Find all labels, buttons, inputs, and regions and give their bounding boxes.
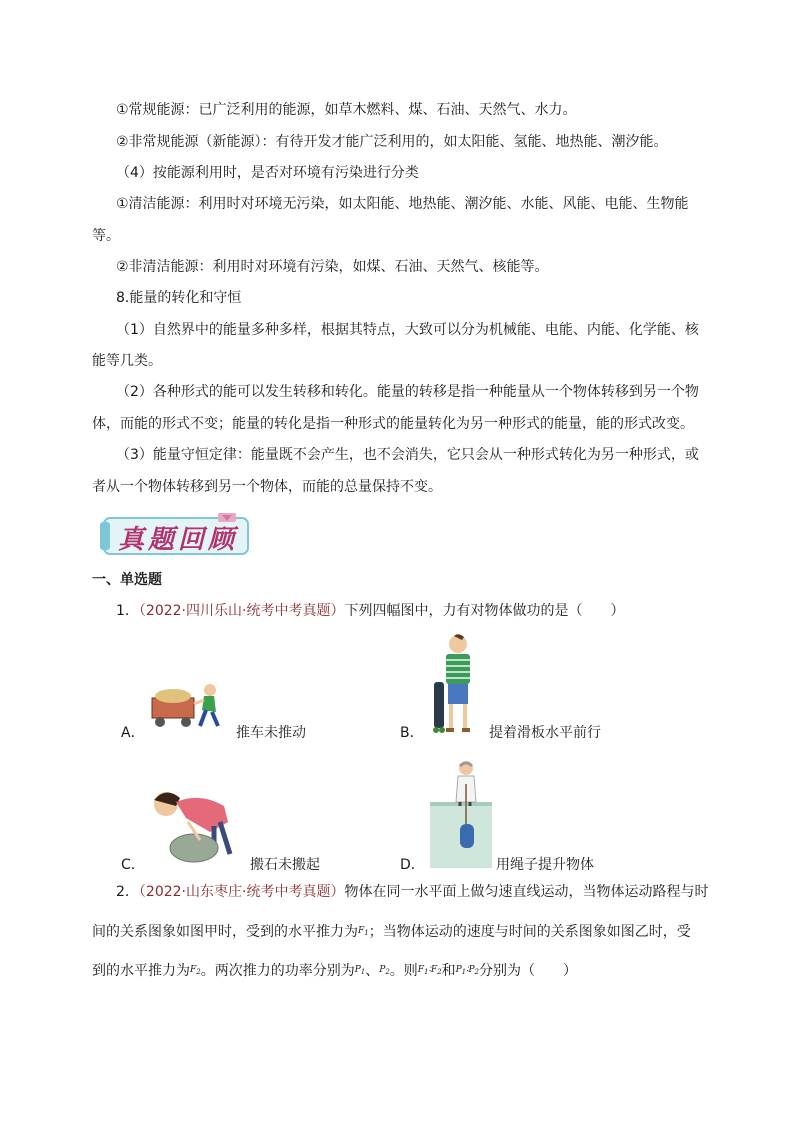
question-2-line-2 — [92, 921, 691, 943]
conjunction: 和 — [441, 963, 456, 979]
question-stem: 间的关系图象如图甲时，受到的水平推力为 — [92, 924, 358, 940]
option-d-letter[interactable]: D． — [400, 857, 425, 873]
symbol-f1: F1 — [358, 926, 369, 937]
banner-title: 真题回顾 — [118, 525, 239, 555]
symbol-f2: F2 — [190, 965, 201, 976]
option-d-caption: 用绳子提升物体 — [496, 857, 594, 873]
text-line: ①常规能源：已广泛利用的能源，如草木燃料、煤、石油、天然气、水力。 — [116, 102, 577, 118]
text-line: ①清洁能源：利用时对环境无污染，如太阳能、地热能、潮汐能、水能、风能、电能、生物能 — [116, 196, 689, 212]
option-b-image — [424, 632, 484, 740]
question-stem: 到的水平推力为 — [92, 963, 190, 979]
text-line: 能等几类。 — [92, 353, 162, 369]
ratio-f: F1∶F2 — [417, 965, 442, 976]
section-banner — [100, 513, 252, 559]
question-number: 2． — [116, 884, 139, 900]
option-b-letter[interactable]: B． — [400, 725, 424, 741]
text-line: ②非常规能源（新能源）：有待开发才能广泛利用的，如太阳能、氢能、地热能、潮汐能。 — [116, 134, 668, 150]
question-number: 1． — [116, 603, 139, 619]
option-a-image — [148, 676, 230, 736]
question-stem: 物体在同一水平面上做匀速直线运动，当物体运动路程与时 — [344, 884, 709, 900]
text-line: （3）能量守恒定律：能量既不会产生，也不会消失，它只会从一种形式转化为另一种形式，或 — [116, 447, 699, 463]
question-stem: 分别为（ ） — [478, 963, 577, 979]
symbol-p2: P2 — [379, 965, 390, 976]
question-2-line-1 — [116, 882, 708, 902]
question-source: （2022·山东枣庄·统考中考真题） — [138, 884, 345, 900]
option-c-caption: 搬石未搬起 — [250, 857, 320, 873]
text-line: （4）按能源利用时，是否对环境有污染进行分类 — [116, 165, 419, 181]
question-2-line-3 — [92, 960, 577, 982]
text-line: 8.能量的转化和守恒 — [116, 290, 242, 306]
option-a-letter[interactable]: A． — [121, 725, 145, 741]
option-c-image — [140, 782, 240, 864]
question-stem: ；当物体运动的速度与时间的关系图象如图乙时，受 — [368, 924, 691, 940]
question-stem: 。则 — [389, 963, 418, 979]
text-line: （1）自然界中的能量多种多样，根据其特点，大致可以分为机械能、电能、内能、化学能、核 — [116, 322, 699, 338]
question-source: （2022·四川乐山·统考中考真题） — [138, 603, 345, 619]
text-line: 等。 — [92, 228, 120, 244]
symbol-p1: P1 — [354, 965, 366, 976]
option-b-caption: 提着滑板水平前行 — [489, 725, 601, 741]
question-1 — [116, 601, 624, 621]
text-line: ②非清洁能源：利用时对环境有污染，如煤、石油、天然气、核能等。 — [116, 259, 549, 275]
section-heading: 一、单选题 — [92, 572, 162, 588]
option-a-caption: 推车未推动 — [236, 725, 306, 741]
question-stem: 下列四幅图中，力有对物体做功的是（ ） — [344, 603, 625, 619]
separator: 、 — [365, 963, 380, 979]
ratio-p: P1∶P2 — [455, 965, 479, 976]
question-stem: 。两次推力的功率分别为 — [200, 963, 355, 979]
option-c-letter[interactable]: C． — [121, 857, 145, 873]
text-line: 者从一个物体转移到另一个物体，而能的总量保持不变。 — [92, 479, 442, 495]
text-line: 体，而能的形式不变；能量的转化是指一种形式的能量转化为另一种形式的能量，能的形式改变。 — [92, 416, 694, 432]
text-line: （2）各种形式的能可以发生转移和转化。能量的转移是指一种能量从一个物体转移到另一个物 — [116, 384, 699, 400]
option-d-image — [430, 758, 492, 868]
